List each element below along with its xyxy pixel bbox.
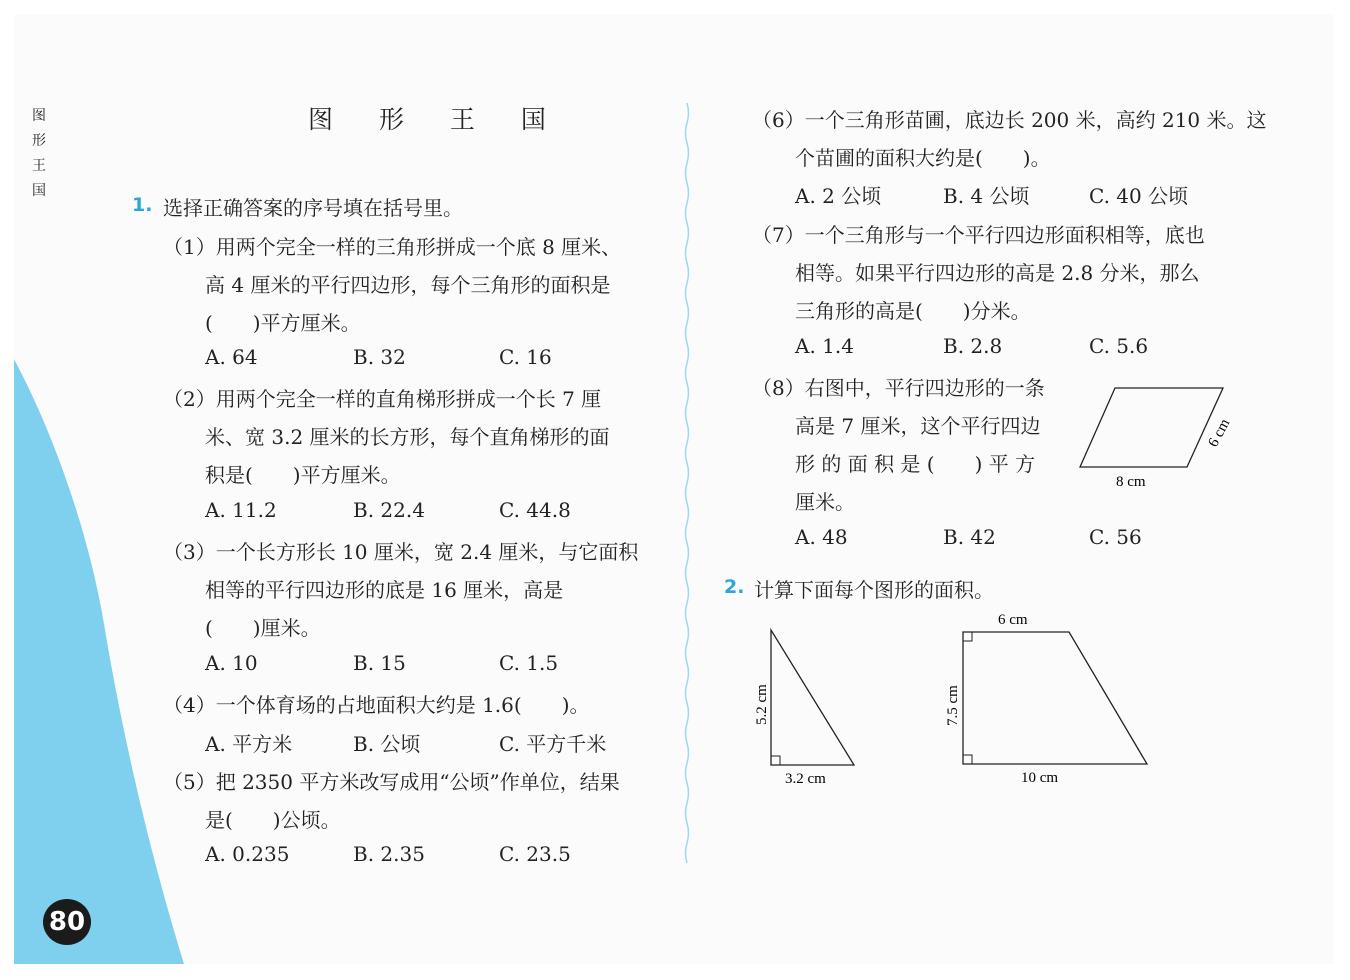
question-text: 三角形的高是( )分米。	[795, 299, 1031, 323]
page-title: 图 形 王 国	[308, 105, 565, 134]
question-text: 是( )公顷。	[205, 808, 341, 832]
option-c: C. 40 公顷	[1089, 184, 1189, 208]
question-number: 1.	[132, 194, 153, 216]
option-a: A. 1.4	[795, 334, 854, 358]
parallelogram-base-label: 8 cm	[1116, 474, 1146, 490]
option-c: C. 23.5	[499, 842, 571, 866]
question-text: 个苗圃的面积大约是( )。	[795, 146, 1051, 170]
question-text: ( )平方厘米。	[205, 311, 361, 335]
option-a: A. 64	[205, 345, 258, 369]
page-number: 80	[43, 899, 91, 945]
triangle-height-label: 5.2 cm	[754, 684, 770, 725]
option-a: A. 2 公顷	[795, 184, 882, 208]
side-title-char: 国	[32, 183, 46, 199]
question-text: 高是 7 厘米，这个平行四边	[795, 414, 1041, 438]
option-a: A. 48	[795, 525, 848, 549]
question-text: 相等的平行四边形的底是 16 厘米，高是	[205, 578, 564, 602]
question-text: （3）一个长方形长 10 厘米，宽 2.4 厘米，与它面积	[163, 540, 639, 564]
question-prompt: 选择正确答案的序号填在括号里。	[163, 196, 463, 220]
option-c: C. 平方千米	[499, 732, 607, 756]
option-a: A. 11.2	[205, 498, 277, 522]
trapezoid-height-label: 7.5 cm	[945, 685, 961, 726]
triangle-base-label: 3.2 cm	[785, 771, 826, 787]
right-angle-mark	[771, 756, 780, 765]
question-text: 米、宽 3.2 厘米的长方形，每个直角梯形的面	[205, 425, 610, 449]
trapezoid-shape	[963, 632, 1147, 764]
question-text: 相等。如果平行四边形的高是 2.8 分米，那么	[795, 261, 1200, 285]
question-text: 高 4 厘米的平行四边形，每个三角形的面积是	[205, 273, 611, 297]
right-angle-mark	[963, 755, 972, 764]
question-text: （1）用两个完全一样的三角形拼成一个底 8 厘米、	[163, 235, 622, 259]
triangle-figure	[745, 620, 875, 795]
option-c: C. 5.6	[1089, 334, 1149, 358]
side-title-char: 形	[32, 133, 46, 149]
question-number: 2.	[724, 576, 745, 598]
question-text: 积是( )平方厘米。	[205, 463, 401, 487]
question-text: （6）一个三角形苗圃，底边长 200 米，高约 210 米。这	[752, 108, 1267, 132]
option-a: A. 10	[205, 651, 258, 675]
option-b: B. 2.35	[353, 842, 425, 866]
option-c: C. 56	[1089, 525, 1142, 549]
parallelogram-side-label: 6 cm	[1205, 416, 1234, 450]
column-divider	[682, 103, 692, 873]
side-title-char: 图	[32, 108, 46, 124]
question-prompt: 计算下面每个图形的面积。	[754, 578, 994, 602]
question-text: （7）一个三角形与一个平行四边形面积相等，底也	[752, 223, 1205, 247]
option-c: C. 16	[499, 345, 552, 369]
option-b: B. 22.4	[353, 498, 425, 522]
trapezoid-top-label: 6 cm	[998, 612, 1028, 628]
triangle-shape	[771, 630, 854, 765]
option-a: A. 0.235	[205, 842, 290, 866]
option-b: B. 15	[353, 651, 406, 675]
option-b: B. 42	[943, 525, 996, 549]
trapezoid-figure	[935, 605, 1160, 795]
question-text: ( )厘米。	[205, 616, 321, 640]
option-c: C. 1.5	[499, 651, 559, 675]
question-text: （2）用两个完全一样的直角梯形拼成一个长 7 厘	[163, 387, 602, 411]
question-text: 形 的 面 积 是 ( ) 平 方	[795, 452, 1036, 476]
option-c: C. 44.8	[499, 498, 571, 522]
option-b: B. 公顷	[353, 732, 421, 756]
option-b: B. 2.8	[943, 334, 1003, 358]
right-angle-mark	[963, 632, 972, 641]
question-text: （8）右图中，平行四边形的一条	[752, 376, 1045, 400]
option-b: B. 4 公顷	[943, 184, 1030, 208]
parallelogram-figure	[1070, 380, 1240, 495]
question-text: 厘米。	[795, 490, 855, 514]
side-chapter-title	[30, 104, 48, 204]
option-a: A. 平方米	[205, 732, 293, 756]
option-b: B. 32	[353, 345, 406, 369]
parallelogram-shape	[1080, 388, 1223, 467]
question-text: （4）一个体育场的占地面积大约是 1.6( )。	[163, 693, 590, 717]
trapezoid-bottom-label: 10 cm	[1021, 770, 1059, 786]
question-text: （5）把 2350 平方米改写成用“公顷”作单位，结果	[163, 770, 620, 794]
side-title-char: 王	[32, 158, 46, 174]
